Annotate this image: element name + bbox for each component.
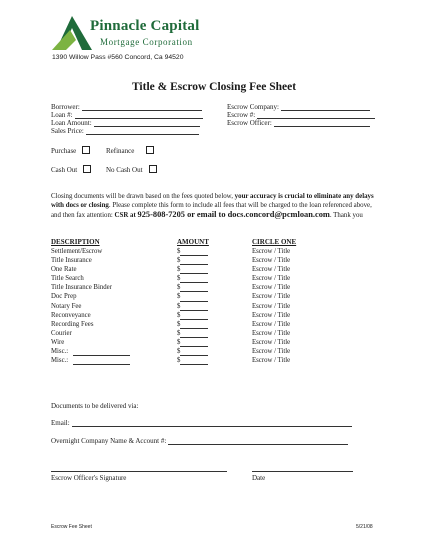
fee-description: Reconveyance — [51, 311, 91, 319]
loan-amount-label: Loan Amount: — [51, 119, 92, 127]
circle-one-header: CIRCLE ONE — [252, 238, 297, 246]
amount-line[interactable] — [180, 348, 208, 356]
table-row — [51, 256, 311, 265]
fee-amount[interactable] — [177, 247, 208, 256]
contact-info: 925-808-7205 or email to docs.concord@pcmloan.com — [137, 210, 330, 220]
borrower-field[interactable] — [51, 103, 202, 111]
circle-one-choice[interactable]: Escrow / Title — [252, 311, 291, 319]
dollar-sign: $ — [177, 320, 181, 328]
company-subtitle: Mortgage Corporation — [100, 37, 193, 47]
fee-amount[interactable] — [177, 256, 208, 265]
circle-one-choice[interactable]: Escrow / Title — [252, 320, 291, 328]
fee-description: Title Insurance — [51, 257, 92, 265]
email-field[interactable] — [51, 419, 352, 427]
amount-line[interactable] — [180, 357, 208, 365]
refinance-checkbox[interactable] — [146, 146, 154, 154]
circle-one-choice[interactable]: Escrow / Title — [252, 329, 291, 337]
circle-one-choice[interactable]: Escrow / Title — [252, 302, 291, 310]
amount-line[interactable] — [180, 339, 208, 347]
amount-header: AMOUNT — [177, 238, 209, 246]
fee-amount[interactable] — [177, 311, 208, 320]
amount-line[interactable] — [180, 294, 208, 302]
loan-number-label: Loan #: — [51, 111, 73, 119]
thanks-text: . Thank you — [329, 212, 363, 220]
escrow-company-field[interactable] — [227, 103, 370, 111]
dollar-sign: $ — [177, 329, 181, 337]
misc-description-line[interactable] — [73, 357, 130, 365]
loan-number-field[interactable] — [51, 111, 203, 119]
circle-one-choice[interactable]: Escrow / Title — [252, 275, 291, 283]
cash-out-checkbox[interactable] — [83, 165, 91, 173]
table-row — [51, 292, 311, 301]
refinance-label: Refinance — [106, 147, 135, 155]
dollar-sign: $ — [177, 248, 181, 255]
instructions-bold: your accuracy is crucial to eliminate any delays with docs or closing — [51, 193, 374, 210]
escrow-number-line[interactable] — [257, 111, 375, 119]
loan-amount-field[interactable] — [51, 119, 200, 127]
borrower-line[interactable] — [82, 103, 202, 111]
instructions-paragraph — [51, 192, 381, 221]
description-header: DESCRIPTION — [51, 238, 100, 246]
dollar-sign: $ — [177, 348, 181, 356]
circle-one-choice[interactable]: Escrow / Title — [252, 357, 291, 365]
table-row — [51, 311, 311, 320]
escrow-officer-label: Escrow Officer: — [227, 119, 272, 127]
fee-amount[interactable] — [177, 274, 208, 283]
no-cash-out-label: No Cash Out — [106, 166, 143, 174]
fee-amount[interactable] — [177, 329, 208, 338]
table-row — [51, 265, 311, 274]
fee-amount[interactable] — [177, 302, 208, 311]
fee-table — [51, 247, 311, 365]
amount-line[interactable] — [180, 275, 208, 283]
no-cash-out-option[interactable] — [106, 165, 157, 174]
fee-description: Wire — [51, 338, 65, 346]
dollar-sign: $ — [177, 357, 181, 365]
table-row — [51, 283, 311, 292]
amount-line[interactable] — [180, 284, 208, 292]
overnight-line[interactable] — [168, 437, 348, 445]
email-line[interactable] — [72, 419, 352, 427]
csr-label: CSR at — [114, 212, 136, 220]
no-cash-out-checkbox[interactable] — [149, 165, 157, 173]
fee-description: Notary Fee — [51, 302, 82, 310]
overnight-label: Overnight Company Name & Account #: — [51, 437, 167, 445]
fee-description: Settlement/Escrow — [51, 248, 103, 255]
company-name: Pinnacle Capital — [90, 18, 200, 34]
table-row — [51, 347, 311, 356]
dollar-sign: $ — [177, 338, 181, 346]
fee-description: Doc Prep — [51, 293, 77, 301]
footer-right: 5/21/08 — [356, 524, 373, 530]
fee-amount[interactable] — [177, 320, 208, 329]
company-address: 1390 Willow Pass #560 Concord, Ca 94520 — [52, 54, 184, 61]
amount-line[interactable] — [180, 312, 208, 320]
circle-one-choice[interactable]: Escrow / Title — [252, 257, 291, 265]
amount-line[interactable] — [180, 266, 208, 274]
footer-left: Escrow Fee Sheet — [51, 524, 92, 530]
fee-description: Title Search — [51, 275, 84, 283]
fee-amount[interactable] — [177, 265, 208, 274]
fee-amount[interactable] — [177, 347, 208, 356]
fee-amount[interactable] — [177, 292, 208, 301]
pinnacle-logo-icon — [52, 16, 92, 52]
fee-description: One Rate — [51, 266, 77, 274]
table-row — [51, 329, 311, 338]
signature-line[interactable] — [51, 471, 227, 472]
amount-line[interactable] — [180, 321, 208, 329]
signature-label: Escrow Officer's Signature — [51, 474, 127, 482]
fee-description: Title Insurance Binder — [51, 284, 112, 292]
email-label: Email: — [51, 419, 70, 427]
table-row — [51, 356, 311, 365]
circle-one-choice[interactable]: Escrow / Title — [252, 266, 291, 274]
fee-amount[interactable] — [177, 338, 208, 347]
cash-out-option[interactable] — [51, 165, 91, 174]
dollar-sign: $ — [177, 257, 181, 265]
dollar-sign: $ — [177, 311, 181, 319]
purchase-option[interactable] — [51, 146, 90, 155]
fee-description: Recording Fees — [51, 320, 94, 328]
circle-one-choice[interactable]: Escrow / Title — [252, 348, 291, 356]
table-row — [51, 247, 311, 256]
loan-amount-line[interactable] — [94, 119, 200, 127]
circle-one-choice[interactable]: Escrow / Title — [252, 293, 291, 301]
table-row — [51, 320, 311, 329]
dollar-sign: $ — [177, 293, 181, 301]
refinance-option[interactable] — [106, 146, 154, 155]
table-row — [51, 338, 311, 347]
amount-line[interactable] — [180, 303, 208, 311]
amount-line[interactable] — [180, 248, 208, 256]
circle-one-choice[interactable]: Escrow / Title — [252, 338, 291, 346]
purchase-checkbox[interactable] — [82, 146, 90, 154]
misc-description-line[interactable] — [73, 348, 130, 356]
sales-price-label: Sales Price: — [51, 127, 84, 135]
page-title: Title & Escrow Closing Fee Sheet — [131, 81, 297, 93]
amount-line[interactable] — [180, 330, 208, 338]
overnight-field[interactable] — [51, 437, 348, 445]
dollar-sign: $ — [177, 266, 181, 274]
dollar-sign: $ — [177, 284, 181, 292]
escrow-number-label: Escrow #: — [227, 111, 256, 119]
loan-number-line[interactable] — [75, 111, 203, 119]
circle-one-choice[interactable]: Escrow / Title — [252, 284, 291, 292]
fee-amount[interactable] — [177, 283, 208, 292]
sales-price-field[interactable] — [51, 127, 199, 135]
instructions-text-2: . Please complete this form to include all fees that will be charged to the loan referenced above, and then fax attention: — [51, 202, 372, 220]
fee-description: Courier — [51, 329, 72, 337]
cash-out-label: Cash Out — [51, 166, 78, 174]
escrow-officer-field[interactable] — [227, 119, 370, 127]
table-row — [51, 302, 311, 311]
sales-price-line[interactable] — [86, 127, 199, 135]
fee-amount[interactable] — [177, 356, 208, 365]
instructions-text-1: Closing documents will be drawn based on the fees quoted below, — [51, 193, 233, 200]
amount-line[interactable] — [180, 257, 208, 265]
escrow-number-field[interactable] — [227, 111, 375, 119]
borrower-label: Borrower: — [51, 103, 80, 111]
escrow-officer-line[interactable] — [274, 119, 370, 127]
dollar-sign: $ — [177, 302, 181, 310]
fee-description: Misc.: — [51, 357, 69, 365]
date-line[interactable] — [252, 471, 353, 472]
purchase-label: Purchase — [51, 147, 77, 155]
date-label: Date — [252, 474, 266, 482]
table-row — [51, 274, 311, 283]
dollar-sign: $ — [177, 275, 181, 283]
delivery-intro: Documents to be delivered via: — [51, 402, 139, 410]
escrow-company-label: Escrow Company: — [227, 103, 279, 111]
fee-description: Misc.: — [51, 348, 69, 356]
circle-one-choice[interactable]: Escrow / Title — [252, 248, 291, 255]
escrow-company-line[interactable] — [281, 103, 370, 111]
